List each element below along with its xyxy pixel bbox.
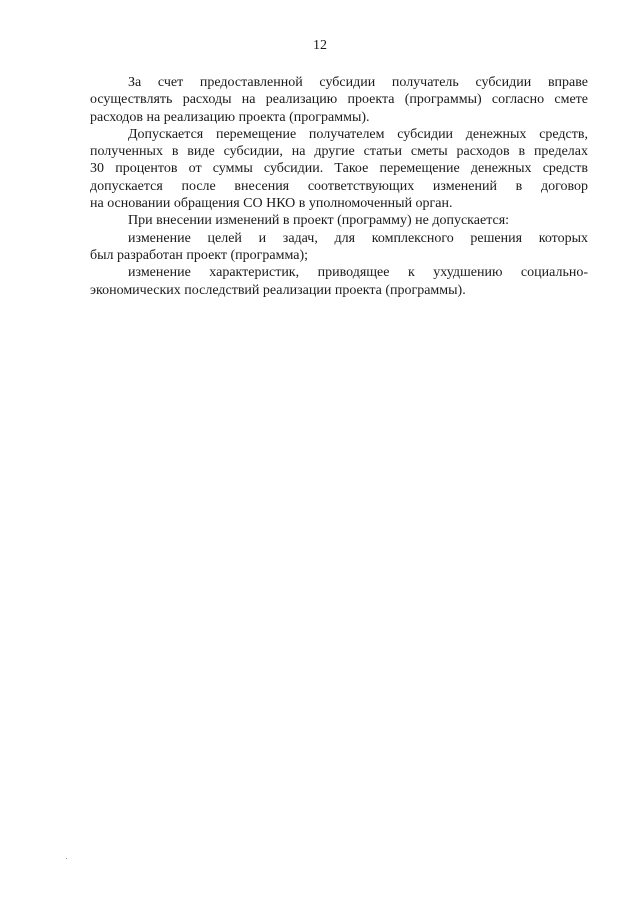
- scan-artifact: [66, 858, 67, 859]
- paragraph-characteristics-change: [90, 264, 588, 299]
- page-number: 12: [313, 38, 327, 53]
- text-line: За счет предоставленной субсидии получатель субсидии вправе: [128, 75, 588, 90]
- text-line: на основании обращения СО НКО в уполномоченный орган.: [90, 196, 453, 212]
- text-line: экономических последствий реализации проекта (программы).: [90, 282, 466, 298]
- text-line: полученных в виде субсидии, на другие статьи сметы расходов в пределах: [90, 144, 588, 160]
- paragraph-funds-transfer: [90, 126, 588, 212]
- text-line: изменение характеристик, приводящее к ухудшению социально-: [128, 265, 588, 281]
- document-body: [90, 74, 588, 299]
- paragraph-subsidy-expenses: [90, 74, 588, 126]
- text-line: Допускается перемещение получателем субсидии денежных средств,: [128, 126, 588, 142]
- paragraph-not-allowed-intro: [90, 212, 588, 229]
- text-line: При внесении изменений в проект (программу) не допускается:: [128, 213, 510, 229]
- paragraph-goals-change: [90, 230, 588, 265]
- text-line: был разработан проект (программа);: [90, 247, 309, 263]
- text-line: 30 процентов от суммы субсидии. Такое перемещение денежных средств: [90, 161, 588, 177]
- text-line: допускается после внесения соответствующих изменений в договор: [90, 178, 588, 194]
- text-line: расходов на реализацию проекта (программы).: [90, 109, 370, 125]
- text-line: осуществлять расходы на реализацию проекта (программы) согласно смете: [90, 92, 588, 108]
- text-line: изменение целей и задач, для комплексного решения которых: [128, 230, 588, 246]
